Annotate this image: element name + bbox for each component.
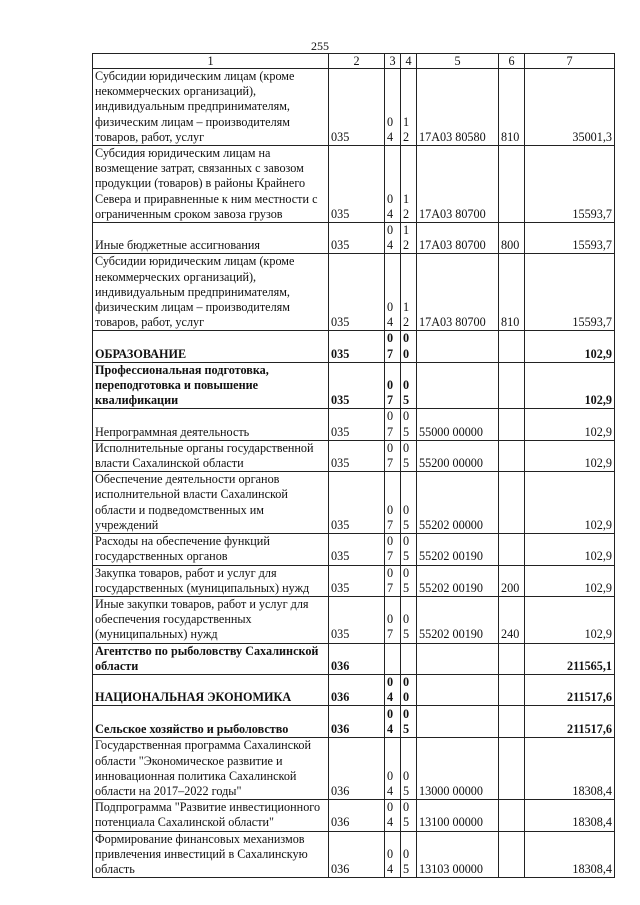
row-expense-cell xyxy=(499,409,525,440)
row-name-cell: НАЦИОНАЛЬНАЯ ЭКОНОМИКА xyxy=(93,674,329,705)
row-subsection-cell: 00 xyxy=(401,331,417,362)
row-section-cell: 04 xyxy=(385,674,401,705)
row-section-cell: 07 xyxy=(385,409,401,440)
row-amount-cell: 18308,4 xyxy=(525,800,615,831)
row-section-cell: 04 xyxy=(385,831,401,878)
row-target-cell: 17А03 80700 xyxy=(417,146,499,223)
row-target-cell: 17А03 80580 xyxy=(417,69,499,146)
page-number: 255 xyxy=(311,39,329,53)
row-amount-cell: 102,9 xyxy=(525,331,615,362)
row-name-cell: Субсидии юридическим лицам (кроме некоммерческих организаций), индивидуальным предпринимателям, физическим лицам – производителям товаров, работ, услуг xyxy=(93,254,329,331)
column-header: 5 xyxy=(417,54,499,69)
row-name-cell: Исполнительные органы государственной власти Сахалинской области xyxy=(93,440,329,471)
row-subsection-cell: 05 xyxy=(401,596,417,643)
row-expense-cell: 810 xyxy=(499,69,525,146)
table-row xyxy=(93,69,615,146)
row-name-cell: Закупка товаров, работ и услуг для государственных (муниципальных) нужд xyxy=(93,565,329,596)
row-subsection-cell: 05 xyxy=(401,800,417,831)
row-subsection-cell xyxy=(401,643,417,674)
table-row xyxy=(93,254,615,331)
row-section-cell: 04 xyxy=(385,738,401,800)
row-code-cell: 035 xyxy=(329,409,385,440)
row-name-cell: Непрограммная деятельность xyxy=(93,409,329,440)
row-target-cell: 17А03 80700 xyxy=(417,254,499,331)
column-header: 1 xyxy=(93,54,329,69)
row-subsection-cell: 05 xyxy=(401,706,417,738)
row-section-cell: 07 xyxy=(385,534,401,565)
column-header: 3 xyxy=(385,54,401,69)
row-expense-cell xyxy=(499,472,525,534)
row-amount-cell: 211517,6 xyxy=(525,706,615,738)
row-expense-cell xyxy=(499,800,525,831)
row-code-cell: 035 xyxy=(329,565,385,596)
row-amount-cell: 102,9 xyxy=(525,362,615,409)
row-amount-cell: 102,9 xyxy=(525,534,615,565)
row-name-cell: Агентство по рыболовству Сахалинской области xyxy=(93,643,329,674)
row-section-cell: 04 xyxy=(385,223,401,254)
row-amount-cell: 18308,4 xyxy=(525,738,615,800)
row-section-cell: 04 xyxy=(385,69,401,146)
table-row xyxy=(93,596,615,643)
row-target-cell: 55202 00000 xyxy=(417,472,499,534)
row-name-cell: Субсидия юридическим лицам на возмещение затрат, связанных с завозом продукции (товаров) в районы Крайнего Севера и приравненные к ним местности с ограниченным сроком завоза грузов xyxy=(93,146,329,223)
row-name-cell: ОБРАЗОВАНИЕ xyxy=(93,331,329,362)
row-target-cell: 17А03 80700 xyxy=(417,223,499,254)
row-code-cell: 036 xyxy=(329,674,385,705)
row-section-cell: 04 xyxy=(385,254,401,331)
row-section-cell: 07 xyxy=(385,362,401,409)
row-subsection-cell: 05 xyxy=(401,831,417,878)
row-name-cell: Иные бюджетные ассигнования xyxy=(93,223,329,254)
table-row xyxy=(93,362,615,409)
row-subsection-cell: 00 xyxy=(401,674,417,705)
row-code-cell: 035 xyxy=(329,69,385,146)
row-section-cell: 07 xyxy=(385,596,401,643)
row-expense-cell xyxy=(499,146,525,223)
row-subsection-cell: 05 xyxy=(401,472,417,534)
table-row xyxy=(93,409,615,440)
row-code-cell: 036 xyxy=(329,831,385,878)
row-amount-cell: 102,9 xyxy=(525,440,615,471)
table-row xyxy=(93,534,615,565)
row-code-cell: 035 xyxy=(329,331,385,362)
table-row xyxy=(93,706,615,738)
row-section-cell: 07 xyxy=(385,565,401,596)
row-amount-cell: 15593,7 xyxy=(525,254,615,331)
row-name-cell: Субсидии юридическим лицам (кроме некоммерческих организаций), индивидуальным предпринимателям, физическим лицам – производителям товаров, работ, услуг xyxy=(93,69,329,146)
row-amount-cell: 35001,3 xyxy=(525,69,615,146)
row-code-cell: 035 xyxy=(329,534,385,565)
row-target-cell: 13103 00000 xyxy=(417,831,499,878)
table-row xyxy=(93,565,615,596)
row-expense-cell xyxy=(499,440,525,471)
row-code-cell: 035 xyxy=(329,254,385,331)
row-subsection-cell: 05 xyxy=(401,362,417,409)
row-expense-cell xyxy=(499,674,525,705)
row-expense-cell: 200 xyxy=(499,565,525,596)
row-name-cell: Государственная программа Сахалинской области "Экономическое развитие и инновационная политика Сахалинской области на 2017–2022 годы" xyxy=(93,738,329,800)
row-code-cell: 035 xyxy=(329,440,385,471)
row-subsection-cell: 12 xyxy=(401,223,417,254)
row-code-cell: 035 xyxy=(329,223,385,254)
row-section-cell xyxy=(385,643,401,674)
row-section-cell: 07 xyxy=(385,331,401,362)
row-name-cell: Профессиональная подготовка, переподготовка и повышение квалификации xyxy=(93,362,329,409)
row-name-cell: Подпрограмма "Развитие инвестиционного потенциала Сахалинской области" xyxy=(93,800,329,831)
row-expense-cell: 810 xyxy=(499,254,525,331)
table-row xyxy=(93,674,615,705)
row-amount-cell: 211517,6 xyxy=(525,674,615,705)
row-expense-cell xyxy=(499,534,525,565)
row-code-cell: 036 xyxy=(329,800,385,831)
row-expense-cell xyxy=(499,331,525,362)
row-amount-cell: 102,9 xyxy=(525,596,615,643)
row-subsection-cell: 05 xyxy=(401,738,417,800)
row-subsection-cell: 05 xyxy=(401,565,417,596)
header-row xyxy=(93,54,615,69)
row-target-cell: 55000 00000 xyxy=(417,409,499,440)
table-row xyxy=(93,738,615,800)
row-expense-cell: 800 xyxy=(499,223,525,254)
row-code-cell: 035 xyxy=(329,472,385,534)
row-target-cell xyxy=(417,643,499,674)
row-name-cell: Расходы на обеспечение функций государственных органов xyxy=(93,534,329,565)
row-expense-cell: 240 xyxy=(499,596,525,643)
row-code-cell: 036 xyxy=(329,643,385,674)
row-subsection-cell: 12 xyxy=(401,254,417,331)
row-target-cell: 13100 00000 xyxy=(417,800,499,831)
row-expense-cell xyxy=(499,362,525,409)
row-target-cell: 13000 00000 xyxy=(417,738,499,800)
row-name-cell: Формирование финансовых механизмов привлечения инвестиций в Сахалинскую область xyxy=(93,831,329,878)
row-amount-cell: 15593,7 xyxy=(525,146,615,223)
row-section-cell: 07 xyxy=(385,440,401,471)
row-target-cell: 55202 00190 xyxy=(417,596,499,643)
table-row xyxy=(93,223,615,254)
table-row xyxy=(93,800,615,831)
row-subsection-cell: 12 xyxy=(401,69,417,146)
budget-table xyxy=(92,53,615,878)
row-target-cell: 55202 00190 xyxy=(417,534,499,565)
row-amount-cell: 18308,4 xyxy=(525,831,615,878)
row-code-cell: 036 xyxy=(329,738,385,800)
row-amount-cell: 102,9 xyxy=(525,472,615,534)
table-row xyxy=(93,440,615,471)
row-target-cell xyxy=(417,706,499,738)
row-amount-cell: 102,9 xyxy=(525,409,615,440)
table-row xyxy=(93,831,615,878)
row-name-cell: Обеспечение деятельности органов исполнительной власти Сахалинской области и подведомственных им учреждений xyxy=(93,472,329,534)
row-section-cell: 04 xyxy=(385,706,401,738)
row-amount-cell: 211565,1 xyxy=(525,643,615,674)
row-section-cell: 07 xyxy=(385,472,401,534)
row-code-cell: 035 xyxy=(329,146,385,223)
row-code-cell: 035 xyxy=(329,362,385,409)
row-expense-cell xyxy=(499,738,525,800)
row-section-cell: 04 xyxy=(385,146,401,223)
row-subsection-cell: 05 xyxy=(401,440,417,471)
column-header: 2 xyxy=(329,54,385,69)
table-row xyxy=(93,331,615,362)
row-target-cell xyxy=(417,362,499,409)
column-header: 7 xyxy=(525,54,615,69)
table-row xyxy=(93,146,615,223)
column-header: 6 xyxy=(499,54,525,69)
table-row xyxy=(93,643,615,674)
row-target-cell xyxy=(417,674,499,705)
row-subsection-cell: 05 xyxy=(401,534,417,565)
row-code-cell: 036 xyxy=(329,706,385,738)
row-section-cell: 04 xyxy=(385,800,401,831)
row-target-cell: 55200 00000 xyxy=(417,440,499,471)
row-amount-cell: 102,9 xyxy=(525,565,615,596)
row-target-cell xyxy=(417,331,499,362)
row-subsection-cell: 05 xyxy=(401,409,417,440)
row-amount-cell: 15593,7 xyxy=(525,223,615,254)
row-expense-cell xyxy=(499,706,525,738)
row-name-cell: Сельское хозяйство и рыболовство xyxy=(93,706,329,738)
row-target-cell: 55202 00190 xyxy=(417,565,499,596)
row-expense-cell xyxy=(499,831,525,878)
row-expense-cell xyxy=(499,643,525,674)
row-name-cell: Иные закупки товаров, работ и услуг для обеспечения государственных (муниципальных) нужд xyxy=(93,596,329,643)
table-row xyxy=(93,472,615,534)
row-code-cell: 035 xyxy=(329,596,385,643)
column-header: 4 xyxy=(401,54,417,69)
row-subsection-cell: 12 xyxy=(401,146,417,223)
